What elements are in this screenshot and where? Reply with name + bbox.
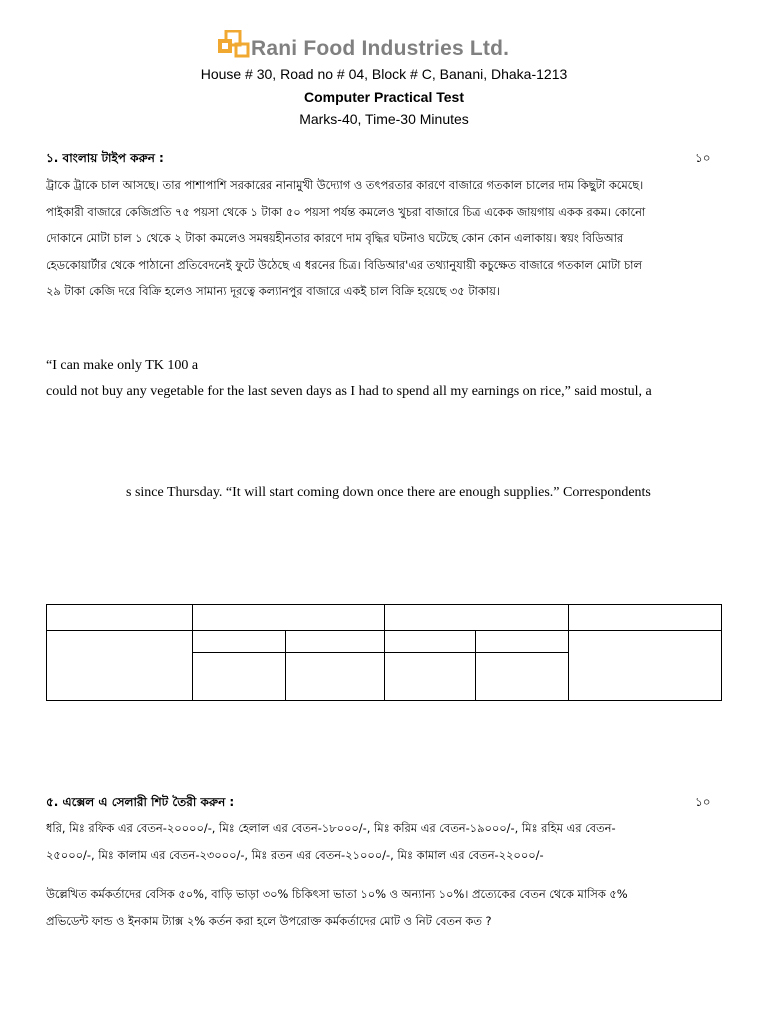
- question-5-heading: ৫. এক্সেল এ সেলারী শিট তৈরী করুন :: [46, 795, 235, 809]
- table-cell: [385, 605, 569, 631]
- question-5-paragraph-2: [46, 881, 722, 934]
- table-cell: [286, 653, 385, 701]
- question-5-marks: ১০: [695, 795, 711, 809]
- test-title: Computer Practical Test: [303, 89, 464, 105]
- paragraph-line: ২৯ টাকা কেজি দরে বিক্রি হলেও সামান্য দূরত্বে কল্যানপুর বাজারে একই চাল বিক্রি হয়েছে ৩৫ টাকায়।: [46, 284, 500, 298]
- paragraph-line: ট্রাকে ট্রাকে চাল আসছে। তার পাশাপাশি সরকারের নানামুখী উদ্যোগ ও তৎপরতার কারণে বাজারে গতকাল চালের দাম কিছুটা কমেছে।: [46, 178, 644, 192]
- table-cell: [193, 605, 385, 631]
- question-1-paragraph: [46, 172, 722, 305]
- table-cell: [47, 605, 193, 631]
- paragraph-line: দোকানে মোটা চাল ১ থেকে ২ টাকা কমলেও সমন্বয়হীনতার কারণে দাম বৃদ্ধির ঘটনাও ঘটেছে কোন কোন এলাকায়। স্বয়ং বিডিআর: [46, 231, 624, 245]
- question-1-marks: ১০: [695, 151, 711, 165]
- question-1-heading: ১. বাংলায় টাইপ করুন :: [46, 151, 164, 165]
- paragraph-line: হেডকোয়ার্টার থেকে পাঠানো প্রতিবেদনেই ফুটে উঠেছে এ ধরনের চিত্র। বিডিআর'এর তথ্যানুযায়ী কচুক্ষেত বাজারে গতকাল মোটা চাল: [46, 257, 642, 272]
- table-cell: [476, 631, 569, 653]
- table-cell: [569, 631, 722, 701]
- table-cell: [193, 631, 286, 653]
- table-cell: [569, 605, 722, 631]
- table-cell: [193, 653, 286, 701]
- marks-time: Marks-40, Time-30 Minutes: [299, 111, 469, 127]
- empty-table: [46, 604, 722, 701]
- table-cell: [476, 653, 569, 701]
- table-cell: [47, 631, 193, 701]
- company-name: Rani Food Industries Ltd.: [251, 37, 510, 60]
- paragraph-line: ধরি, মিঃ রফিক এর বেতন-২০০০০/-, মিঃ হেলাল এর বেতন-১৮০০০/-, মিঃ করিম এর বেতন-১৯০০০/-, মিঃ রহিম এর বেতন-: [46, 821, 616, 835]
- table-cell: [286, 631, 385, 653]
- english-line-2: could not buy any vegetable for the last seven days as I had to spend all my earnings on rice,” said mostul, a: [46, 384, 652, 399]
- paragraph-line: পাইকারী বাজারে কেজিপ্রতি ৭৫ পয়সা থেকে ১ টাকা ৫০ পয়সা পর্যন্ত কমলেও খুচরা বাজারে চিত্র একেক জায়গায় একক রকম। কোনো: [46, 204, 646, 219]
- question-5-paragraph-1: [46, 815, 722, 868]
- english-line-3: s since Thursday. “It will start coming down once there are enough supplies.” Correspondents: [126, 485, 651, 500]
- table-cell: [385, 653, 476, 701]
- paragraph-line: ২৫০০০/-, মিঃ কালাম এর বেতন-২৩০০০/-, মিঃ রতন এর বেতন-২১০০০/-, মিঃ কামাল এর বেতন-২২০০০/-: [46, 847, 544, 862]
- squares-logo-icon: [217, 30, 251, 60]
- paragraph-line: উল্লেখিত কর্মকর্তাদের বেসিক ৫০%, বাড়ি ভাড়া ৩০% চিকিৎসা ভাতা ১০% ও অন্যান্য ১০%। প্রত্যেকের বেতন থেকে মাসিক ৫%: [46, 887, 628, 901]
- table-cell: [385, 631, 476, 653]
- company-address: House # 30, Road no # 04, Block # C, Banani, Dhaka-1213: [200, 66, 568, 82]
- paragraph-line: প্রভিডেন্ট ফান্ড ও ইনকাম ট্যাক্স ২% কর্তন করা হলে উপরোক্ত কর্মকর্তাদের মোট ও নিট বেতন কত ?: [46, 913, 492, 928]
- english-line-1: “I can make only TK 100 a: [46, 358, 199, 373]
